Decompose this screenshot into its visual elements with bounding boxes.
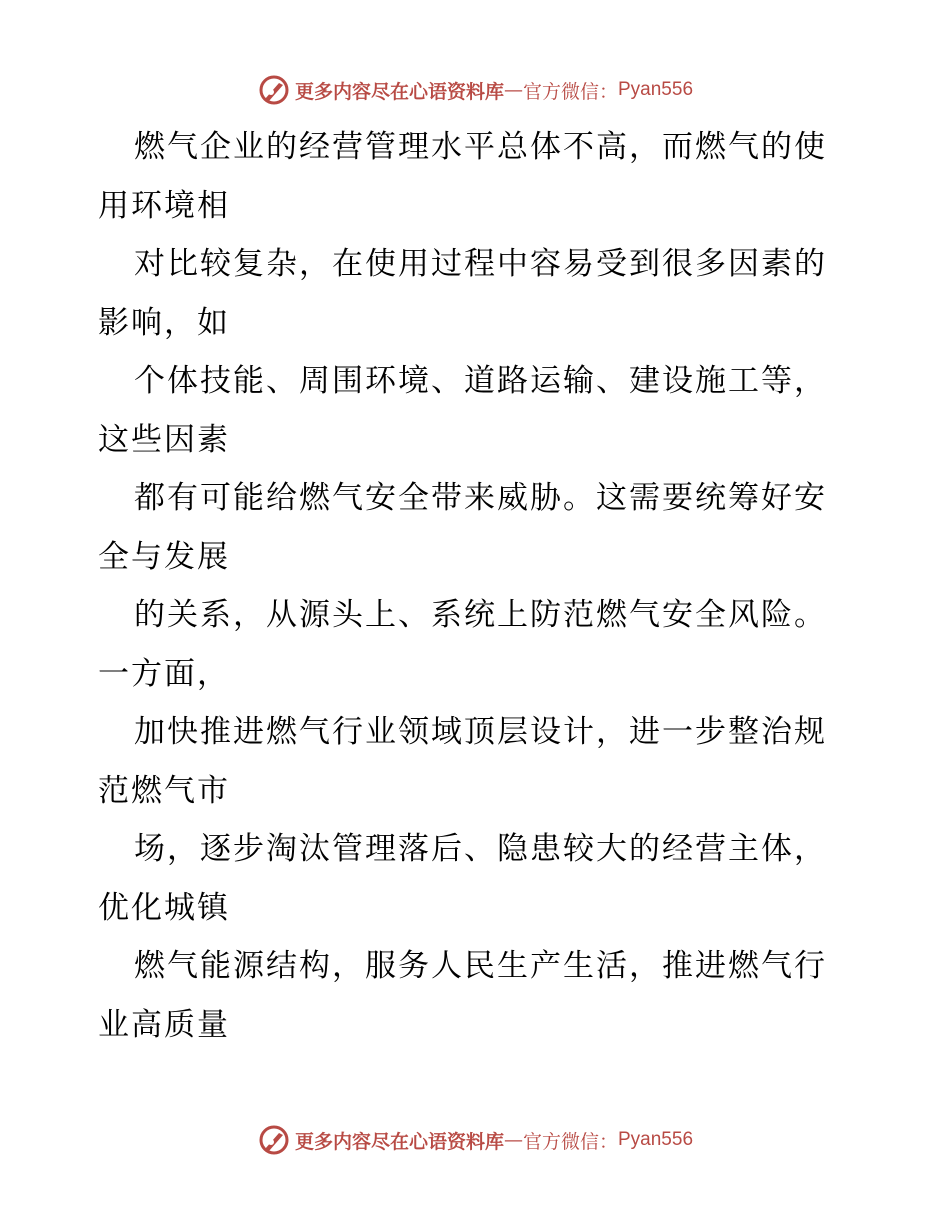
body-line: 场，逐步淘汰管理落后、隐患较大的经营主体， — [134, 831, 827, 867]
body-line: 个体技能、周围环境、道路运输、建设施工等， — [134, 363, 827, 399]
body-line: 对比较复杂，在使用过程中容易受到很多因素的 — [134, 246, 827, 282]
body-line: 业高质量 — [98, 1006, 230, 1043]
footer-separator: — — [503, 1129, 523, 1151]
body-line: 加快推进燃气行业领域顶层设计，进一步整治规 — [134, 714, 827, 750]
body-line: 都有可能给燃气安全带来威胁。这需要统筹好安 — [134, 480, 827, 516]
body-line: 燃气能源结构，服务人民生产生活，推进燃气行 — [134, 948, 827, 984]
header-wechat-id: Pyan556 — [618, 79, 694, 100]
header-brand-text: 更多内容尽在心语资料库 — [294, 80, 504, 103]
body-line: 燃气企业的经营管理水平总体不高，而燃气的使 — [134, 129, 827, 165]
body-line: 的关系，从源头上、系统上防范燃气安全风险。 — [134, 597, 827, 633]
body-line: 优化城镇 — [98, 889, 230, 926]
quill-logo-icon — [257, 73, 291, 107]
body-line: 范燃气市 — [98, 772, 230, 809]
footer-banner — [0, 1120, 950, 1160]
header-separator: — — [503, 79, 523, 101]
body-line: 一方面， — [98, 655, 230, 692]
body-line: 影响，如 — [98, 304, 230, 341]
footer-wechat-id: Pyan556 — [618, 1129, 694, 1150]
body-line: 这些因素 — [98, 421, 230, 458]
body-line: 用环境相 — [98, 187, 230, 224]
body-line: 全与发展 — [98, 538, 230, 575]
header-wechat-label: 官方微信： — [522, 80, 618, 103]
footer-brand-text: 更多内容尽在心语资料库 — [294, 1130, 504, 1153]
header-banner — [0, 70, 950, 110]
quill-logo-icon — [257, 1123, 291, 1157]
footer-wechat-label: 官方微信： — [522, 1130, 618, 1153]
document-body — [98, 118, 853, 1054]
